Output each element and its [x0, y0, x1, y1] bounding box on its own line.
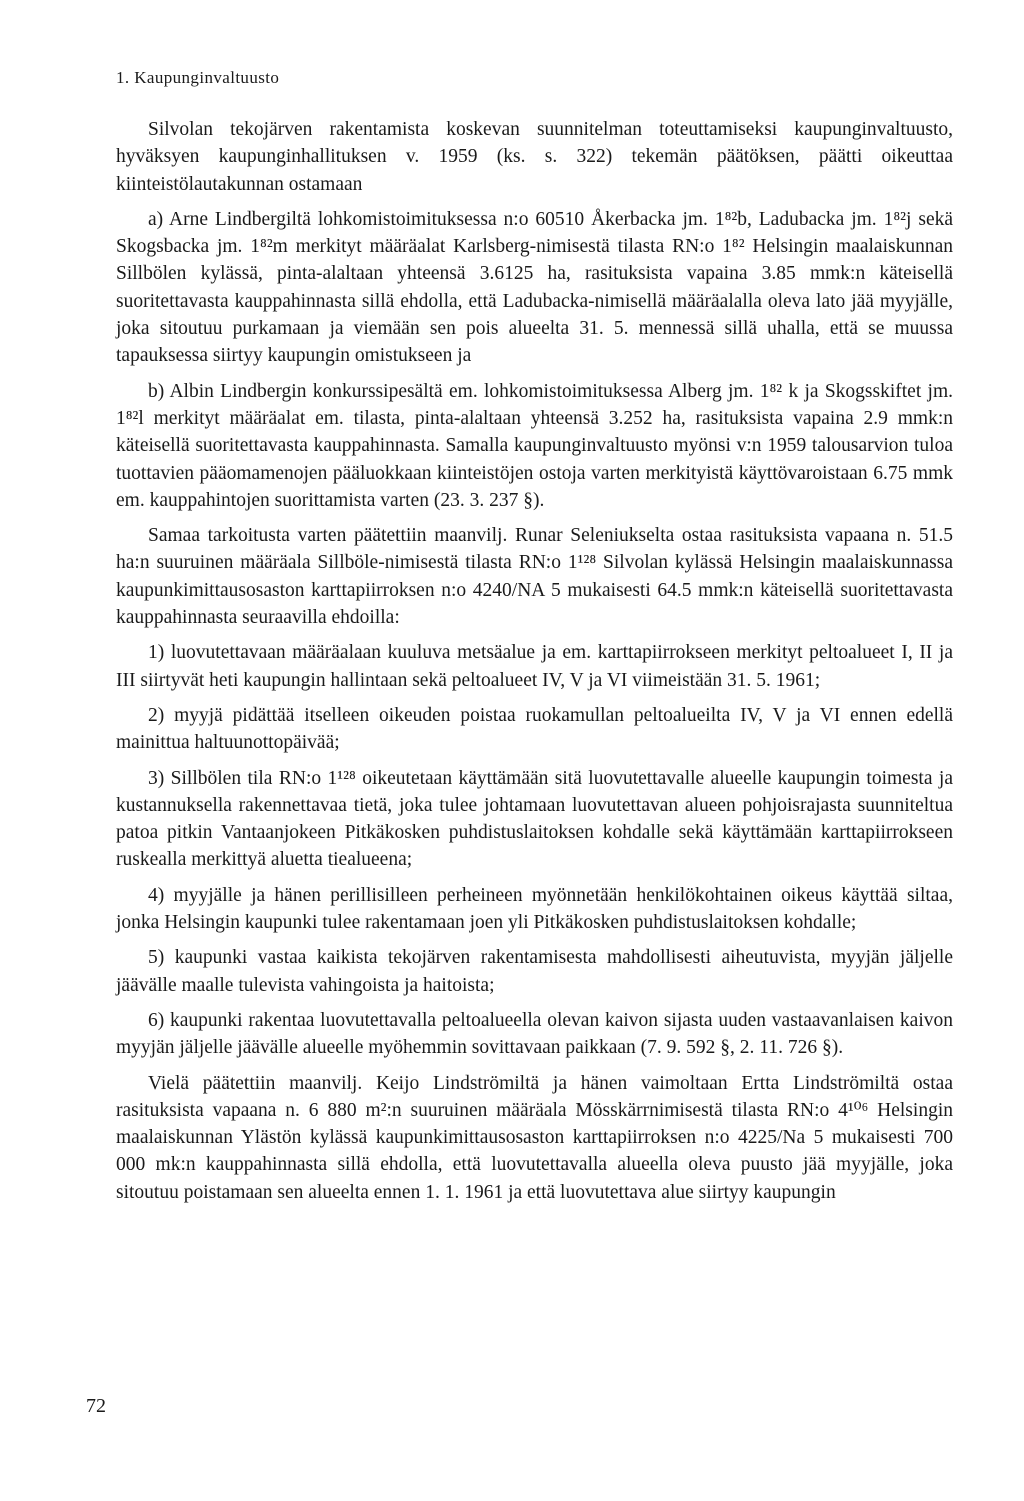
paragraph-condition-1: 1) luovutettavaan määräalaan kuuluva metsäalue ja em. karttapiirrokseen merkityt peltoalueet I, II ja III siirtyvät heti kaupungin hallintaan sekä peltoalueet IV, V ja VI viimeistään 31. 5. 1961; — [116, 642, 953, 691]
paragraph-condition-4: 4) myyjälle ja hänen perillisilleen perheineen myönnetään henkilökohtainen oikeus käyttää siltaa, jonka Helsingin kaupunki tulee rakentamaan joen yli Pitkäkosken puhdistuslaitoksen kohdalle; — [116, 884, 953, 934]
body-text — [116, 116, 953, 1209]
paragraph-condition-6: 6) kaupunki rakentaa luovutettavalla peltoalueella olevan kaivon sijasta uuden vastaavanlaisen kaivon myyjän jäljelle jäävälle alueelle myöhemmin sovittavaan paikkaan (7. 9. 592 §, 2. 11. 726 §). — [116, 1009, 953, 1059]
section-header: 1. Kaupunginvaltuusto — [116, 68, 280, 87]
paragraph-intro: Silvolan tekojärven rakentamista koskevan suunnitelman toteuttamiseksi kaupunginvaltuusto, hyväksyen kaupunginhallituksen v. 1959 (ks. s. 322) tekemän päätöksen, päätti oikeuttaa kiinteistölautakunnan ostamaan — [116, 119, 953, 195]
paragraph-condition-5: 5) kaupunki vastaa kaikista tekojärven rakentamisesta mahdollisesti aiheutuvista, myyjän jäljelle jäävälle maalle tulevista vahingoista ja haitoista; — [116, 947, 953, 996]
paragraph-item-a: a) Arne Lindbergiltä lohkomistoimituksessa n:o 60510 Åkerbacka jm. 1⁸²b, Ladubacka jm. 1⁸²j sekä Skogsbacka jm. 1⁸²m merkityt määräalat Karlsberg-nimisestä tilasta RN:o 1⁸² Helsingin maalaiskunnan Sillbölen kylässä, pinta-alaltaan yhteensä 3.6125 ha, rasituksista vapaina 3.85 mmk:n käteisellä suoritettavasta kauppahinnasta sillä ehdolla, että Ladubacka-nimisellä määräalalla oleva lato jää myyjälle, joka sitoutuu purkamaan ja viemään sen pois alueelta 31. 5. mennessä sillä uhalla, että se muussa tapauksessa siirtyy kaupungin omistukseen ja — [116, 208, 953, 367]
paragraph-condition-3: 3) Sillbölen tila RN:o 1¹²⁸ oikeutetaan käyttämään sitä luovutettavalle alueelle kaupungin toimesta ja kustannuksella rakennettavaa tietä, joka tulee johtamaan luovutettavan alueen pohjoisrajasta suunniteltua patoa pitkin Vantaanjokeen Pitkäkosken puhdistuslaitoksen kohdalle sekä käyttämään karttapiirrokseen ruskealla merkittyä aluetta tiealueena; — [116, 767, 953, 871]
paragraph-lindstromilta: Vielä päätettiin maanvilj. Keijo Lindströmiltä ja hänen vaimoltaan Ertta Lindströmiltä ostaa rasituksista vapaana n. 6 880 m²:n suuruinen määräala Mösskärrnimisestä tilasta RN:o 4¹⁰⁶ Helsingin maalaiskunnan Ylästön kylässä kaupunkimittausosaston karttapiirroksen n:o 4225/Na 5 mukaisesti 700 000 mk:n kauppahinnasta sillä ehdolla, että luovutettavalla alueella oleva puusto jää myyjälle, joka sitoutuu poistamaan sen alueelta ennen 1. 1. 1961 ja että luovutettava alue siirtyy kaupungin — [116, 1072, 953, 1203]
paragraph-condition-2: 2) myyjä pidättää itselleen oikeuden poistaa ruokamullan peltoalueilta IV, V ja VI ennen edellä mainittua haltuunottopäivää; — [116, 704, 953, 754]
paragraph-seleniukselta: Samaa tarkoitusta varten päätettiin maanvilj. Runar Seleniukselta ostaa rasituksista vapaana n. 51.5 ha:n suuruinen määräala Sillböle-nimisestä tilasta RN:o 1¹²⁸ Silvolan kylässä Helsingin maalaiskunnassa kaupunkimittausosaston karttapiirroksen n:o 4240/NA 5 mukaisesti 64.5 mmk:n käteisellä suoritettavasta kauppahinnasta seuraavilla ehdoilla: — [116, 525, 953, 629]
paragraph-item-b: b) Albin Lindbergin konkurssipesältä em. lohkomistoimituksessa Alberg jm. 1⁸² k ja Skogsskiftet jm. 1⁸²l merkityt määräalat em. tilasta, pinta-alaltaan yhteensä 3.252 ha, rasituksista vapaina 2.9 mmk:n käteisellä suoritettavasta kauppahinnasta. Samalla kaupunginvaltuusto myönsi v:n 1959 talousarvion tuloa tuottavien pääomamenojen pääluokkaan kiinteistöjen ostoja varten merkityistä käyttövaroistaan 6.75 mmk em. kauppahintojen suorittamista varten (23. 3. 237 §). — [116, 380, 953, 511]
page-number: 72 — [86, 1395, 106, 1417]
